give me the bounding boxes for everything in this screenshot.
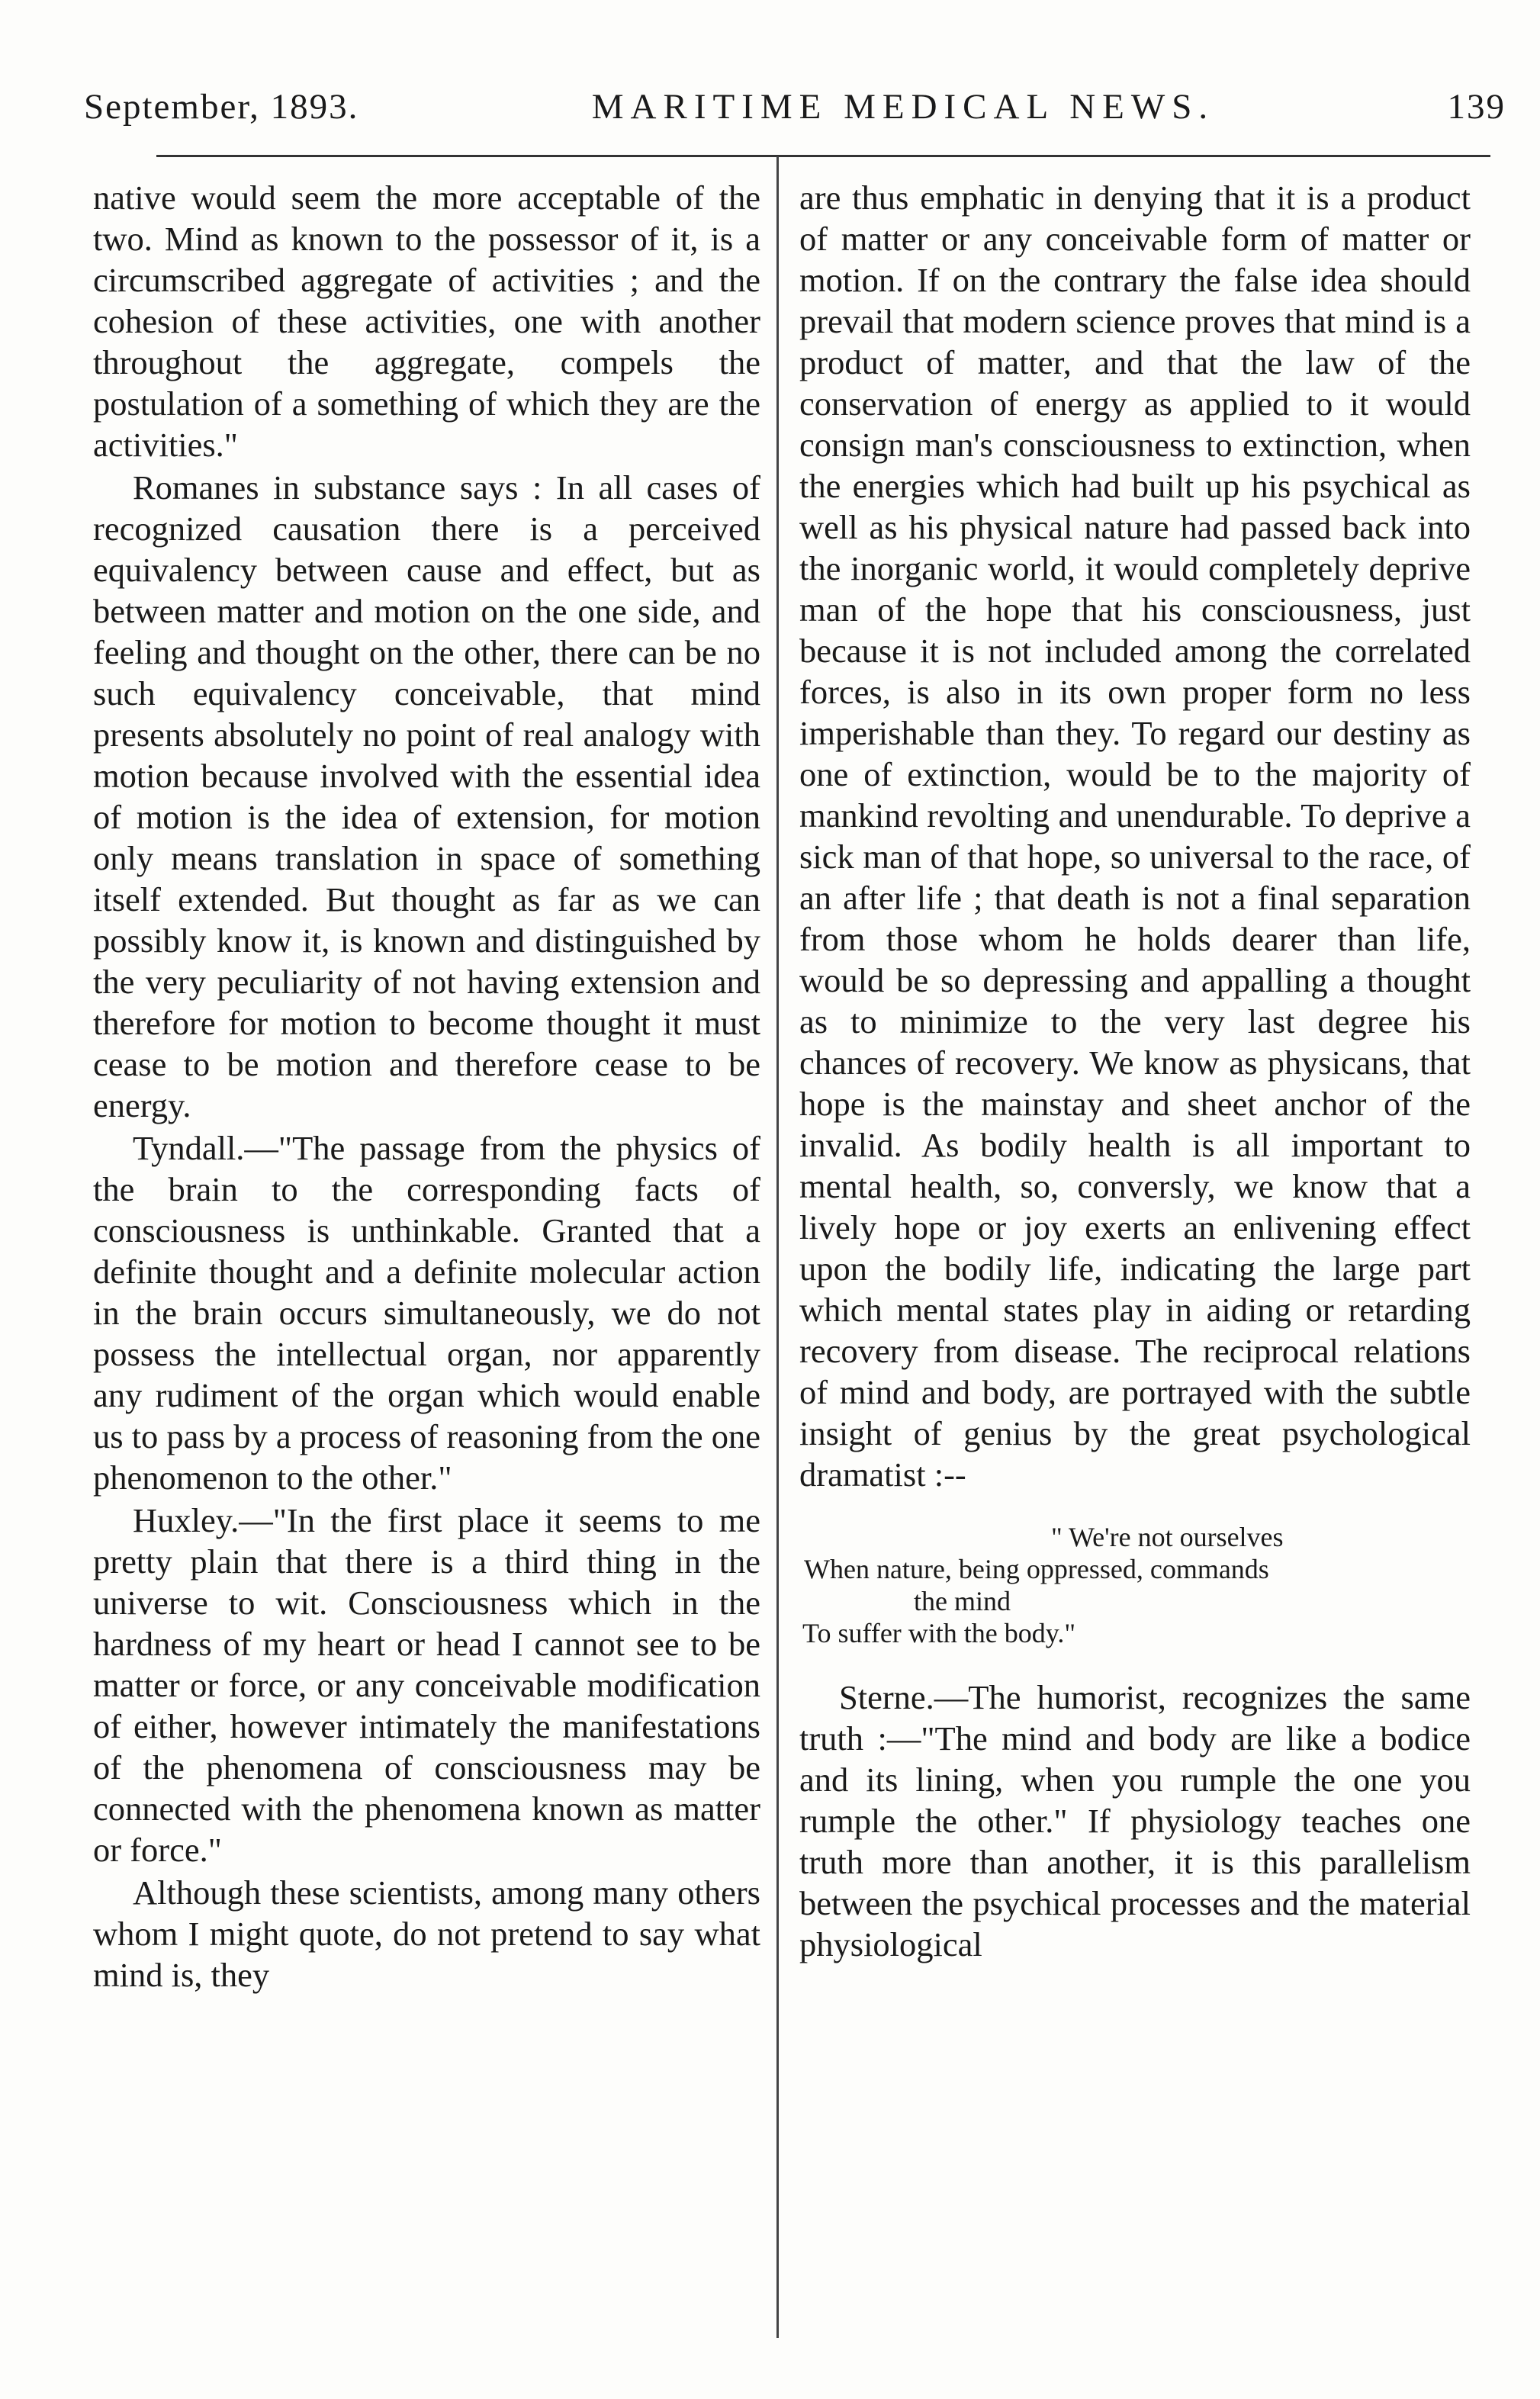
left-column	[93, 177, 760, 1995]
paragraph-huxley: Huxley.—"In the first place it seems to me pretty plain that there is a third thing in the universe to wit. Consciousness which in the hardness of my heart or head I cannot see to be matter or force, or any conceivable modification of either, however intimately the manifestations of the phenomena of consciousness may be connected with the phenomena known as matter or force."	[93, 1501, 760, 1869]
verse-line: " We're not ourselves	[1051, 1522, 1284, 1552]
paragraph-tyndall: Tyndall.—"The passage from the physics of the brain to the corresponding facts of consciousness is unthinkable. Granted that a definite thought and a definite molecular action in the brain occurs simultaneously, we do not possess the intellectual organ, nor apparently any rudiment of the organ which would enable us to pass by a process of reasoning from the one phenomenon to the other."	[93, 1129, 760, 1497]
page-header	[84, 72, 1506, 141]
verse-line: When nature, being oppressed, commands	[804, 1554, 1269, 1584]
verse-line: the mind	[914, 1586, 1011, 1616]
header-rule	[156, 155, 1490, 157]
verse-line: To suffer with the body."	[802, 1618, 1076, 1648]
paragraph: native would seem the more acceptable of the two. Mind as known to the possessor of it, is a circumscribed aggregate of activities ; and the cohesion of these activities, one with another throughout the aggregate, compels the postulation of a something of which they are the activities."	[93, 178, 760, 464]
journal-title: MARITIME MEDICAL NEWS.	[591, 87, 1215, 127]
paragraph: are thus emphatic in denying that it is a product of matter or any conceivable form of matter or motion. If on the contrary the false idea should prevail that modern science proves that mind is a product of matter, and that the law of the conservation of energy as applied to it would consign man's consciousness to extinction, when the energies which had built up his psychical as well as his physical nature had passed back into the inorganic world, it would completely deprive man of the hope that his consciousness, just because it is not included among the correlated forces, is also in its own proper form no less imperishable than they. To regard our destiny as one of extinction, would be to the majority of mankind revolting and unendurable. To deprive a sick man of that hope, so universal to the race, of an after life ; that death is not a final separation from those whom he holds dearer than life, would be so depressing and appalling a thought as to minimize to the very last degree his chances of recovery. We know as physicans, that hope is the mainstay and sheet anchor of the invalid. As bodily health is all important to mental health, so, conversly, we know that a lively hope or joy exerts an enlivening effect upon the bodily life, indicating the large part which mental states play in aiding or retarding recovery from disease. The reciprocal relations of mind and body, are portrayed with the subtle insight of genius by the great psychological dramatist :--	[799, 178, 1471, 1494]
right-column	[799, 177, 1471, 1965]
issue-date: September, 1893.	[84, 87, 359, 127]
page-number: 139	[1447, 87, 1506, 127]
column-divider	[776, 156, 779, 2338]
paragraph-romanes: Romanes in substance says : In all cases of recognized causation there is a perceived equivalency between cause and effect, but as between matter and motion on the one side, and feeling and thought on the other, there can be no such equivalency conceivable, that mind presents absolutely no point of real analogy with motion because involved with the essential idea of motion is the idea of extension, for motion only means translation in space of something itself extended. But thought as far as we can possibly know it, is known and distinguished by the very peculiarity of not having extension and therefore for motion to become thought it must cease to be motion and therefore cease to be energy.	[93, 468, 760, 1124]
paragraph: Although these scientists, among many others whom I might quote, do not pretend to say what mind is, they	[93, 1873, 760, 1994]
verse-quotation	[799, 1521, 1471, 1649]
paragraph-sterne: Sterne.—The humorist, recognizes the same truth :—"The mind and body are like a bodice and its lining, when you rumple the one you rumple the other." If physiology teaches one truth more than another, it is this parallelism between the psychical processes and the material physiological	[799, 1678, 1471, 1963]
